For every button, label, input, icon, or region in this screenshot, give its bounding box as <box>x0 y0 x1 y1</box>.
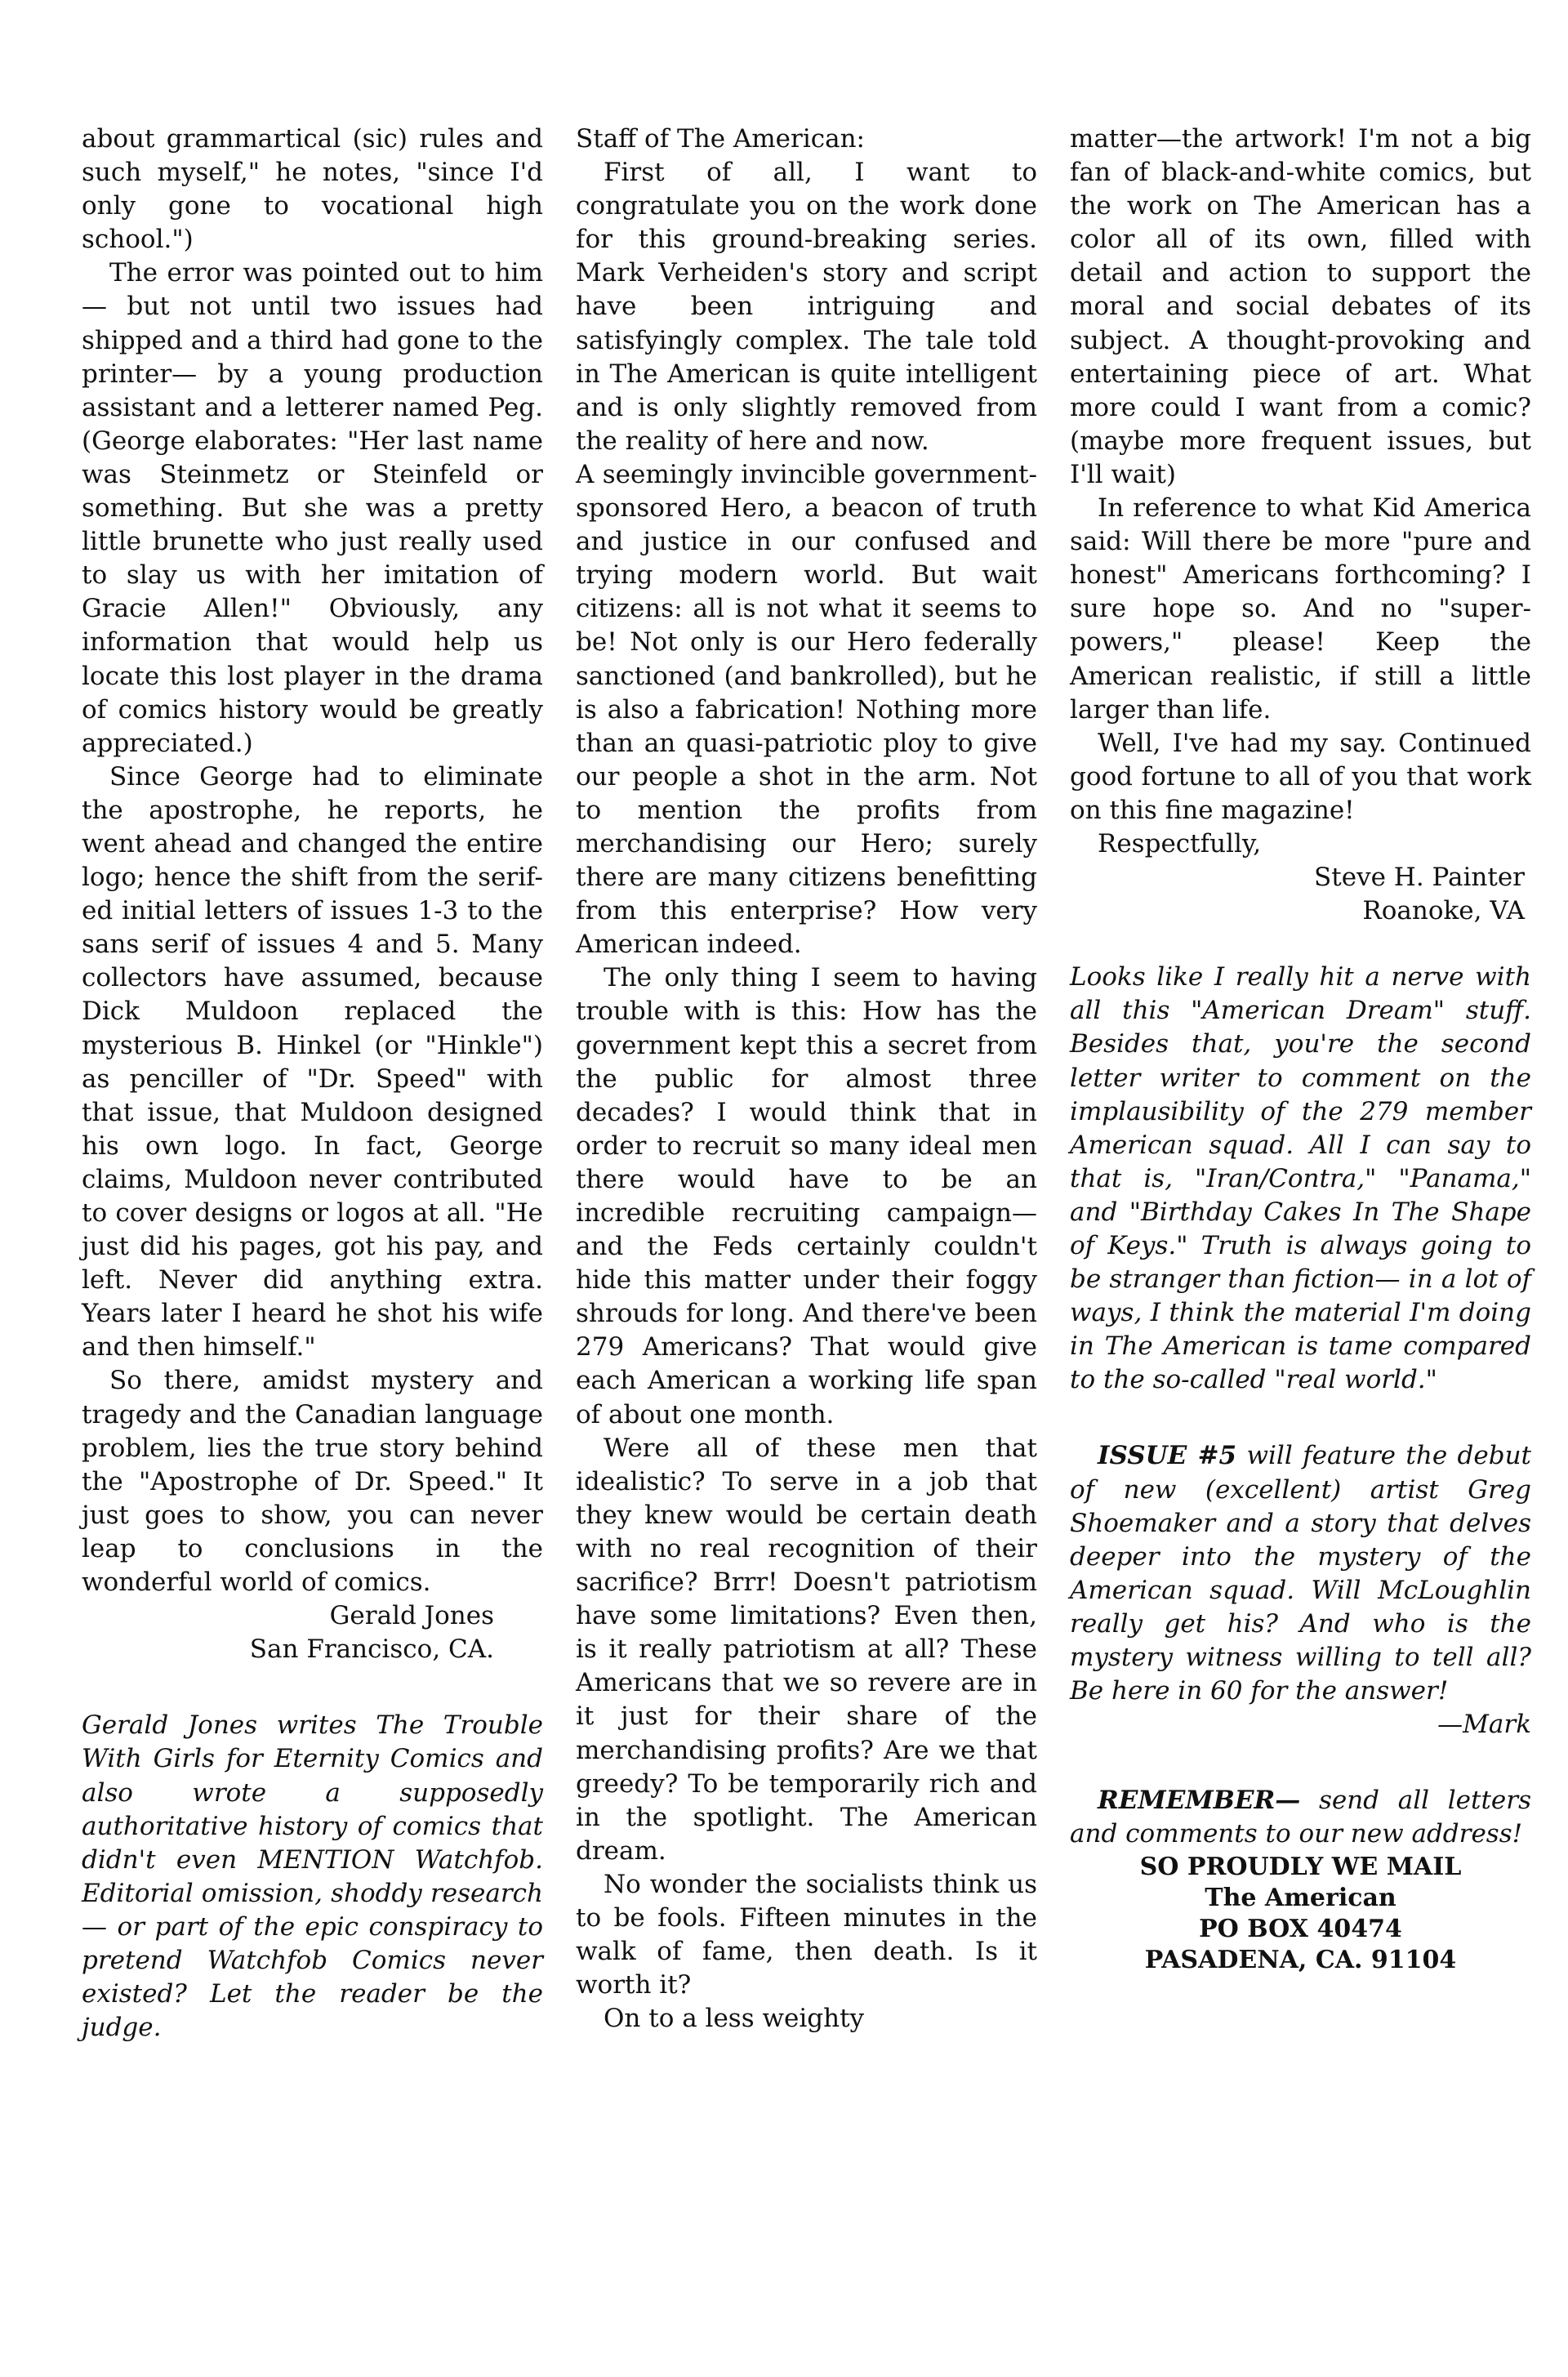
letter-paragraph: First of all, I want to congratulate you on the work done for this ground-breaking series. Mark Verheiden's story and script have been intriguing and satisfyingly complex. The tale told in The American is quite intelligent and is only slightly removed from the reality of here and now. <box>576 158 1037 456</box>
editor-reply: Looks like I really hit a nerve with all this "American Dream" stuff. Besides that, you're the second letter writer to comment on the implausibility of the 279 member American squad. All I can say to that is, "Iran/Contra," "Panama," and "Birthday Cakes In The Shape of Keys." Truth is always going to be stranger than fiction— in a lot of ways, I think the material I'm doing in The American is tame compared to the so-called "real world." <box>1070 962 1531 1395</box>
letter-paragraph: The error was pointed out to him— but not until two issues had shipped and a third had gone to the printer— by a young production assistant and a letterer named Peg. (George elaborates: "Her last name was Steinmetz or Steinfeld or something. But she was a pretty little brunette who just really used to slay us with her imitation of Gracie Allen!" Obviously, any information that would help us locate this lost player in the drama of comics history would be greatly appreciated.) <box>82 258 543 758</box>
editor-signature: —Mark <box>1437 1710 1531 1740</box>
address-line: The American <box>1205 1883 1396 1912</box>
letter-paragraph: On to a less weighty <box>604 2004 865 2034</box>
letter-paragraph: about grammartical (sic) rules and such myself," he notes, "since I'd only gone to vocational high school.") <box>82 124 543 255</box>
letter-closing: Respectfully, <box>1098 828 1262 858</box>
issue-label: ISSUE #5 <box>1098 1441 1237 1471</box>
letter-paragraph: matter—the artwork! I'm not a big fan of black-and-white comics, but the work on The American has a color all of its own, filled with detail and action to support the moral and social debates of its subject. A thought-provoking and entertaining piece of art. What more could I want from a comic? (maybe more frequent issues, but I'll wait) <box>1070 124 1531 489</box>
letter-paragraph: In reference to what Kid America said: Will there be more "pure and honest" Americans forthcoming? I sure hope so. And no "super-powers," please! Keep the American realistic, if still a little larger than life. <box>1070 493 1531 725</box>
signature-name: Steve H. Painter <box>1314 863 1525 893</box>
letter-paragraph: A seemingly invincible government-sponsored Hero, a beacon of truth and justice in our confused and trying modern world. But wait citizens: all is not what it seems to be! Not only is our Hero federally sanctioned (and bankrolled), but he is also a fabrication! Nothing more than an quasi-patriotic ploy to give our people a shot in the arm. Not to mention the profits from merchandising our Hero; surely there are many citizens benefitting from this enterprise? How very American indeed. <box>576 459 1037 960</box>
address-line: SO PROUDLY WE MAIL <box>1139 1852 1462 1881</box>
column-3 <box>1070 123 1531 1976</box>
signature-place: Roanoke, VA <box>1362 896 1525 926</box>
issue-text: will feature the debut of new (excellent) artist Greg Shoemaker and a story that delves deeper into the mystery of the American squad. Will McLoughlin really get his? And who is the mystery witness willing to tell all? Be here in 60 for the answer! <box>1070 1441 1531 1706</box>
letter-paragraph: Since George had to eliminate the apostrophe, he reports, he went ahead and changed the entire logo; hence the shift from the serif-ed initial letters of issues 1-3 to the sans serif of issues 4 and 5. Many collectors have assumed, because Dick Muldoon replaced the mysterious B. Hinkel (or "Hinkle") as penciller of "Dr. Speed" with that issue, that Muldoon designed his own logo. In fact, George claims, Muldoon never contributed to cover designs or logos at all. "He just did his pages, got his pay, and left. Never did anything extra. Years later I heard he shot his wife and then himself." <box>82 761 543 1362</box>
column-2 <box>576 123 1037 2036</box>
signature-place: San Francisco, CA. <box>249 1634 494 1665</box>
address-line: PASADENA, CA. 91104 <box>1144 1945 1457 1974</box>
next-issue-note <box>1070 1439 1531 1708</box>
editor-note: Gerald Jones writes The Trouble With Girls for Eternity Comics and also wrote a supposedly authoritative history of comics that didn't even MENTION Watchfob. Editorial omission, shoddy research— or part of the epic conspiracy to pretend Watchfob Comics never existed? Let the reader be the judge. <box>82 1710 543 2043</box>
remember-text: send all letters and comments to our new address! <box>1070 1786 1531 1849</box>
spacer <box>82 1666 543 1709</box>
signature-name: Gerald Jones <box>329 1601 494 1631</box>
letter-paragraph: No wonder the socialists think us to be fools. Fifteen minutes in the walk of fame, then death. Is it worth it? <box>576 1869 1037 2000</box>
letter-paragraph: The only thing I seem to having trouble with is this: How has the government kept this a secret from the public for almost three decades? I would think that in order to recruit so many ideal men there would have to be an incredible recruiting campaign—and the Feds certainly couldn't hide this matter under their foggy shrouds for long. And there've been 279 Americans? That would give each American a working life span of about one month. <box>576 963 1037 1429</box>
address-line: PO BOX 40474 <box>1199 1914 1402 1943</box>
letter-paragraph: Well, I've had my say. Continued good fortune to all of you that work on this fine magazine! <box>1070 728 1531 825</box>
letter-paragraph: So there, amidst mystery and tragedy and the Canadian language problem, lies the true story behind the "Apostrophe of Dr. Speed." It just goes to show, you can never leap to conclusions in the wonderful world of comics. <box>82 1366 543 1598</box>
column-1 <box>82 123 543 2045</box>
spacer <box>1070 928 1531 961</box>
letter-salutation: Staff of The American: <box>576 124 866 154</box>
remember-note <box>1070 1784 1531 1851</box>
spacer <box>1070 1741 1531 1784</box>
letter-paragraph: Were all of these men that idealistic? To serve in a job that they knew would be certain death with no real recognition of their sacrifice? Brrr! Doesn't patriotism have some limitations? Even then, is it really patriotism at all? These Americans that we so revere are in it just for their share of the merchandising profits? Are we that greedy? To be temporarily rich and in the spotlight. The American dream. <box>576 1433 1037 1866</box>
spacer <box>1070 1397 1531 1439</box>
mailing-address <box>1070 1852 1531 1976</box>
remember-label: REMEMBER— <box>1098 1786 1301 1816</box>
